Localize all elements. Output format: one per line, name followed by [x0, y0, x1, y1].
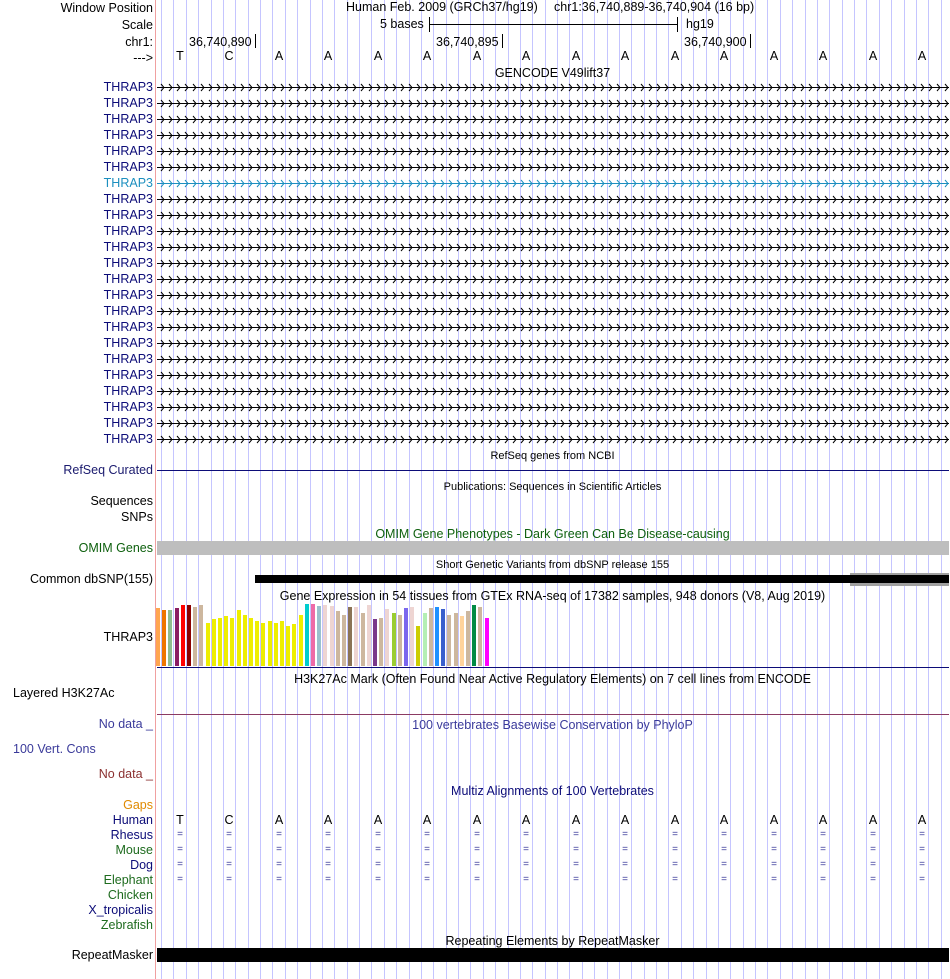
multiz-match-mark: =: [177, 859, 183, 870]
multiz-match-mark: =: [325, 829, 331, 840]
multiz-match-mark: =: [919, 874, 925, 885]
gtex-tissue-bar[interactable]: [410, 607, 414, 666]
gencode-gene-label[interactable]: THRAP3: [103, 432, 153, 446]
multiz-match-mark: =: [474, 844, 480, 855]
gencode-transcript[interactable]: [157, 307, 949, 316]
sequence-base: T: [176, 49, 184, 63]
gtex-tissue-bar[interactable]: [187, 605, 191, 666]
multiz-match-mark: =: [870, 859, 876, 870]
gencode-transcript[interactable]: [157, 435, 949, 444]
multiz-match-mark: =: [276, 859, 282, 870]
gtex-tissue-bar[interactable]: [423, 613, 427, 666]
gtex-tissue-bar[interactable]: [447, 615, 451, 666]
gencode-gene-label[interactable]: THRAP3: [103, 352, 153, 366]
gencode-gene-label[interactable]: THRAP3: [103, 208, 153, 222]
sequence-base: A: [521, 49, 531, 63]
gencode-gene-label[interactable]: THRAP3: [103, 128, 153, 142]
gencode-gene-label[interactable]: THRAP3: [103, 288, 153, 302]
multiz-match-mark: =: [820, 874, 826, 885]
gtex-tissue-bar[interactable]: [274, 623, 278, 666]
multiz-match-mark: =: [672, 874, 678, 885]
omim-gene-block[interactable]: [157, 541, 949, 555]
pubs-snps-label[interactable]: SNPs: [121, 510, 153, 524]
multiz-human-base: A: [719, 813, 729, 827]
gtex-tissue-bar[interactable]: [299, 615, 303, 666]
sequence-base: A: [323, 49, 333, 63]
multiz-match-mark: =: [523, 844, 529, 855]
multiz-match-mark: =: [573, 859, 579, 870]
repeatmasker-label[interactable]: RepeatMasker: [71, 948, 153, 962]
gencode-gene-label[interactable]: THRAP3: [103, 304, 153, 318]
multiz-match-mark: =: [424, 844, 430, 855]
gtex-tissue-bar[interactable]: [485, 618, 489, 666]
multiz-match-mark: =: [573, 874, 579, 885]
multiz-species-label[interactable]: X_tropicalis: [88, 903, 153, 917]
multiz-human-base: C: [224, 813, 234, 827]
multiz-human-base: A: [620, 813, 630, 827]
gencode-transcript[interactable]: [157, 291, 949, 300]
gencode-transcript[interactable]: [157, 243, 949, 252]
multiz-human-base: A: [818, 813, 828, 827]
gtex-tissue-bar[interactable]: [373, 619, 377, 666]
gtex-baseline: [157, 667, 949, 668]
sequence-base: C: [224, 49, 234, 63]
multiz-match-mark: =: [771, 844, 777, 855]
pubs-sequences-label[interactable]: Sequences: [90, 494, 153, 508]
multiz-human-base: A: [472, 813, 482, 827]
assembly-title: Human Feb. 2009 (GRCh37/hg19): [346, 0, 538, 14]
gtex-tissue-bar[interactable]: [416, 626, 420, 666]
multiz-match-mark: =: [375, 874, 381, 885]
multiz-human-base: A: [422, 813, 432, 827]
multiz-match-mark: =: [523, 874, 529, 885]
multiz-human-base: A: [274, 813, 284, 827]
gencode-gene-label[interactable]: THRAP3: [103, 272, 153, 286]
gtex-tissue-bar[interactable]: [441, 609, 445, 666]
gencode-gene-label[interactable]: THRAP3: [103, 336, 153, 350]
gencode-gene-label[interactable]: THRAP3: [103, 80, 153, 94]
multiz-match-mark: =: [375, 859, 381, 870]
gtex-tissue-bar[interactable]: [292, 624, 296, 666]
multiz-match-mark: =: [424, 859, 430, 870]
gtex-tissue-bar[interactable]: [305, 604, 309, 666]
gencode-transcript[interactable]: [157, 387, 949, 396]
coord-1-tick: [255, 34, 256, 48]
gtex-tissue-bar[interactable]: [255, 621, 259, 666]
multiz-match-mark: =: [622, 874, 628, 885]
multiz-title[interactable]: Multiz Alignments of 100 Vertebrates: [451, 784, 654, 798]
gencode-transcript[interactable]: [157, 275, 949, 284]
sequence-base: A: [769, 49, 779, 63]
dbsnp-variant-bar-inner: [850, 575, 949, 583]
multiz-human-base: A: [769, 813, 779, 827]
multiz-human-base: A: [323, 813, 333, 827]
multiz-match-mark: =: [424, 874, 430, 885]
gencode-transcript[interactable]: [157, 163, 949, 172]
gtex-tissue-bar[interactable]: [466, 611, 470, 666]
gencode-gene-label[interactable]: THRAP3: [103, 176, 153, 190]
multiz-match-mark: =: [325, 859, 331, 870]
sequence-base: A: [917, 49, 927, 63]
multiz-match-mark: =: [771, 874, 777, 885]
gencode-transcript[interactable]: [157, 259, 949, 268]
multiz-match-mark: =: [771, 829, 777, 840]
gtex-tissue-bar[interactable]: [224, 616, 228, 666]
multiz-match-mark: =: [424, 829, 430, 840]
multiz-match-mark: =: [325, 844, 331, 855]
gtex-tissue-bar[interactable]: [330, 606, 334, 666]
gencode-gene-label[interactable]: THRAP3: [103, 368, 153, 382]
dbsnp-label[interactable]: Common dbSNP(155): [30, 572, 153, 586]
gencode-gene-label[interactable]: THRAP3: [103, 320, 153, 334]
multiz-match-mark: =: [226, 829, 232, 840]
gtex-tissue-bar[interactable]: [478, 607, 482, 666]
gtex-tissue-bar[interactable]: [348, 607, 352, 666]
dbsnp-variant-bar[interactable]: [255, 575, 949, 583]
strand-label: --->: [133, 51, 153, 65]
gtex-tissue-bar[interactable]: [317, 606, 321, 666]
multiz-match-mark: =: [672, 844, 678, 855]
gencode-transcript[interactable]: [157, 339, 949, 348]
gtex-tissue-bar[interactable]: [199, 605, 203, 666]
refseq-line: [157, 470, 949, 471]
multiz-match-mark: =: [276, 844, 282, 855]
multiz-match-mark: =: [919, 829, 925, 840]
repeatmasker-title[interactable]: Repeating Elements by RepeatMasker: [445, 934, 660, 948]
gtex-tissue-bar[interactable]: [367, 605, 371, 666]
multiz-match-mark: =: [870, 844, 876, 855]
sequence-base: A: [472, 49, 482, 63]
gencode-gene-label[interactable]: THRAP3: [103, 144, 153, 158]
gtex-tissue-bar[interactable]: [193, 607, 197, 666]
multiz-match-mark: =: [870, 829, 876, 840]
gencode-gene-label[interactable]: THRAP3: [103, 224, 153, 238]
gtex-tissue-bar[interactable]: [379, 618, 383, 666]
refseq-title[interactable]: RefSeq genes from NCBI: [490, 450, 615, 462]
multiz-match-mark: =: [474, 874, 480, 885]
sequence-base: A: [818, 49, 828, 63]
gencode-transcript[interactable]: [157, 371, 949, 380]
gencode-transcript[interactable]: [157, 115, 949, 124]
sequence-base: A: [571, 49, 581, 63]
omim-title[interactable]: OMIM Gene Phenotypes - Dark Green Can Be Disease-causing: [375, 527, 730, 541]
gencode-transcript[interactable]: [157, 323, 949, 332]
multiz-human-base: A: [670, 813, 680, 827]
gtex-tissue-bar[interactable]: [237, 610, 241, 666]
multiz-match-mark: =: [820, 859, 826, 870]
omim-label[interactable]: OMIM Genes: [78, 541, 153, 555]
gtex-tissue-bar[interactable]: [175, 608, 179, 666]
multiz-match-mark: =: [721, 829, 727, 840]
multiz-match-mark: =: [721, 874, 727, 885]
gtex-tissue-bar[interactable]: [336, 611, 340, 666]
multiz-match-mark: =: [721, 859, 727, 870]
scale-text: 5 bases: [380, 17, 424, 31]
gencode-transcript[interactable]: [157, 83, 949, 92]
gtex-tissue-bar[interactable]: [323, 605, 327, 666]
scale-db: hg19: [686, 17, 714, 31]
window-position-label: Window Position: [60, 1, 153, 15]
multiz-human-base: A: [868, 813, 878, 827]
gencode-title[interactable]: GENCODE V49lift37: [494, 66, 611, 80]
gtex-tissue-bar[interactable]: [156, 608, 160, 666]
coord-3-tick: [750, 34, 751, 48]
gtex-tissue-bar[interactable]: [181, 605, 185, 666]
sequence-base: A: [422, 49, 432, 63]
gtex-tissue-bar[interactable]: [392, 613, 396, 666]
gencode-gene-label[interactable]: THRAP3: [103, 400, 153, 414]
multiz-match-mark: =: [276, 874, 282, 885]
phylop-nodata-2: No data _: [98, 767, 153, 781]
h3k27ac-label[interactable]: Layered H3K27Ac: [13, 686, 115, 700]
multiz-match-mark: =: [622, 859, 628, 870]
coord-2-tick: [502, 34, 503, 48]
sequence-base: A: [719, 49, 729, 63]
gencode-gene-label[interactable]: THRAP3: [103, 416, 153, 430]
h3k27ac-baseline: [157, 714, 949, 715]
multiz-match-mark: =: [474, 829, 480, 840]
gtex-tissue-bar[interactable]: [311, 604, 315, 666]
multiz-match-mark: =: [375, 829, 381, 840]
multiz-match-mark: =: [573, 844, 579, 855]
gtex-tissue-bar[interactable]: [286, 626, 290, 666]
gtex-tissue-bar[interactable]: [268, 621, 272, 666]
gencode-transcript[interactable]: [157, 131, 949, 140]
multiz-match-mark: =: [820, 829, 826, 840]
sequence-base: A: [373, 49, 383, 63]
multiz-human-base: A: [521, 813, 531, 827]
multiz-match-mark: =: [523, 829, 529, 840]
coord-3: 36,740,900: [684, 35, 747, 49]
multiz-match-mark: =: [177, 874, 183, 885]
multiz-match-mark: =: [573, 829, 579, 840]
multiz-human-base: T: [176, 813, 184, 827]
gencode-transcript[interactable]: [157, 211, 949, 220]
multiz-match-mark: =: [771, 859, 777, 870]
multiz-species-label[interactable]: Human: [112, 813, 153, 827]
sequence-base: A: [620, 49, 630, 63]
sequence-base: A: [670, 49, 680, 63]
sequence-base: A: [868, 49, 878, 63]
multiz-match-mark: =: [919, 844, 925, 855]
multiz-match-mark: =: [919, 859, 925, 870]
multiz-species-label[interactable]: Zebrafish: [100, 918, 153, 932]
dbsnp-title[interactable]: Short Genetic Variants from dbSNP release 155: [435, 559, 670, 571]
gencode-gene-label[interactable]: THRAP3: [103, 96, 153, 110]
gtex-tissue-bar[interactable]: [404, 608, 408, 666]
gtex-tissue-bar[interactable]: [385, 609, 389, 666]
gtex-tissue-bar[interactable]: [398, 615, 402, 666]
gencode-transcript[interactable]: [157, 403, 949, 412]
gencode-transcript[interactable]: [157, 147, 949, 156]
multiz-match-mark: =: [523, 859, 529, 870]
multiz-match-mark: =: [622, 829, 628, 840]
gtex-tissue-bar[interactable]: [243, 615, 247, 666]
gencode-gene-label[interactable]: THRAP3: [103, 192, 153, 206]
gencode-gene-label[interactable]: THRAP3: [103, 256, 153, 270]
coord-1: 36,740,890: [189, 35, 252, 49]
gencode-gene-label[interactable]: THRAP3: [103, 160, 153, 174]
gtex-tissue-bar[interactable]: [212, 619, 216, 666]
gtex-tissue-bar[interactable]: [472, 605, 476, 666]
multiz-species-label[interactable]: Rhesus: [110, 828, 153, 842]
gtex-tissue-bar[interactable]: [206, 623, 210, 666]
gtex-tissue-bar[interactable]: [162, 610, 166, 666]
phylop-label[interactable]: 100 Vert. Cons: [13, 742, 96, 756]
gtex-chart[interactable]: [156, 604, 950, 666]
multiz-match-mark: =: [870, 874, 876, 885]
coord-2: 36,740,895: [436, 35, 499, 49]
multiz-match-mark: =: [226, 874, 232, 885]
multiz-match-mark: =: [672, 859, 678, 870]
gencode-transcript[interactable]: [157, 227, 949, 236]
gtex-tissue-bar[interactable]: [460, 616, 464, 666]
multiz-match-mark: =: [375, 844, 381, 855]
repeatmasker-block[interactable]: [157, 948, 949, 962]
multiz-species-label[interactable]: Chicken: [107, 888, 153, 902]
pubs-title[interactable]: Publications: Sequences in Scientific Articles: [443, 481, 662, 493]
gtex-tissue-bar[interactable]: [230, 618, 234, 666]
multiz-match-mark: =: [177, 844, 183, 855]
multiz-human-base: A: [571, 813, 581, 827]
gencode-gene-label[interactable]: THRAP3: [103, 112, 153, 126]
gtex-tissue-bar[interactable]: [249, 618, 253, 666]
gtex-tissue-bar[interactable]: [168, 610, 172, 666]
gencode-transcript[interactable]: [157, 195, 949, 204]
gencode-gene-label[interactable]: THRAP3: [103, 240, 153, 254]
multiz-match-mark: =: [325, 874, 331, 885]
multiz-match-mark: =: [672, 829, 678, 840]
multiz-species-label[interactable]: Dog: [130, 858, 153, 872]
gtex-tissue-bar[interactable]: [354, 607, 358, 666]
scale-bar: [429, 24, 677, 25]
gencode-transcript[interactable]: [157, 99, 949, 108]
scale-label: Scale: [121, 18, 153, 32]
multiz-match-mark: =: [474, 859, 480, 870]
gtex-tissue-bar[interactable]: [342, 615, 346, 666]
multiz-match-mark: =: [721, 844, 727, 855]
gtex-tissue-bar[interactable]: [361, 613, 365, 666]
multiz-gaps-label[interactable]: Gaps: [123, 798, 153, 812]
scale-bar-left-tick: [429, 17, 430, 32]
multiz-match-mark: =: [177, 829, 183, 840]
sequence-base: A: [274, 49, 284, 63]
gtex-title[interactable]: Gene Expression in 54 tissues from GTEx RNA-seq of 17382 samples, 948 donors (V8, Aug 2019): [279, 589, 826, 603]
multiz-match-mark: =: [276, 829, 282, 840]
multiz-species-label[interactable]: Mouse: [115, 843, 153, 857]
gtex-tissue-bar[interactable]: [454, 613, 458, 666]
multiz-species-label[interactable]: Elephant: [103, 873, 153, 887]
h3k27ac-title[interactable]: H3K27Ac Mark (Often Found Near Active Regulatory Elements) on 7 cell lines from ENCODE: [294, 672, 811, 686]
phylop-title[interactable]: 100 vertebrates Basewise Conservation by PhyloP: [412, 718, 693, 732]
multiz-match-mark: =: [820, 844, 826, 855]
gtex-tissue-bar[interactable]: [218, 618, 222, 666]
gencode-transcript[interactable]: [157, 355, 949, 364]
gtex-label[interactable]: THRAP3: [103, 630, 153, 644]
scale-bar-right-tick: [677, 17, 678, 32]
gtex-tissue-bar[interactable]: [435, 607, 439, 666]
chrom-label: chr1:: [125, 35, 153, 49]
refseq-label[interactable]: RefSeq Curated: [63, 463, 153, 477]
multiz-match-mark: =: [622, 844, 628, 855]
gtex-tissue-bar[interactable]: [280, 621, 284, 666]
position-title: chr1:36,740,889-36,740,904 (16 bp): [554, 0, 755, 14]
gencode-transcript[interactable]: [157, 179, 949, 188]
gtex-tissue-bar[interactable]: [429, 608, 433, 666]
multiz-match-mark: =: [226, 844, 232, 855]
multiz-human-base: A: [373, 813, 383, 827]
multiz-match-mark: =: [226, 859, 232, 870]
multiz-human-base: A: [917, 813, 927, 827]
phylop-nodata-1: No data _: [98, 717, 153, 731]
gencode-transcript[interactable]: [157, 419, 949, 428]
gencode-gene-label[interactable]: THRAP3: [103, 384, 153, 398]
gtex-tissue-bar[interactable]: [261, 623, 265, 666]
